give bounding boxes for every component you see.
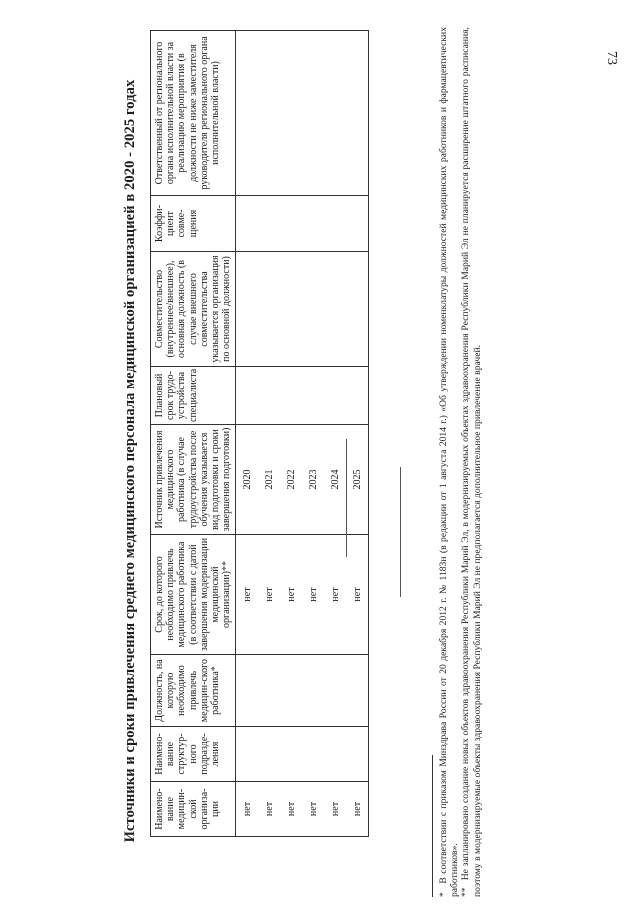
cell-year: 2022	[280, 425, 302, 535]
cell-empty	[324, 196, 346, 252]
cell-unit	[280, 727, 302, 782]
separator-line	[346, 439, 347, 557]
cell-position	[236, 655, 259, 727]
cell-position	[346, 655, 369, 727]
cell-empty	[346, 31, 369, 196]
cell-year: 2023	[302, 425, 324, 535]
footnote-mark: **	[460, 887, 472, 897]
header-planned-term: Плановый срок трудо-устройства специалиста	[151, 367, 236, 425]
footnote-text: Не запланировано создание новых объектов здравоохранения Республики Марий Эл, в модернизируемых объектах здравоохранения Республики Марий Эл не планируется расширение штатного расписания, поэтому в модернизируемые объекты здравоохранения Республики Марий Эл не предполагается дополнительное привлечение врачей.	[460, 27, 483, 897]
cell-empty	[236, 196, 259, 252]
cell-empty	[258, 367, 280, 425]
table-row	[280, 31, 302, 837]
footnote-item	[438, 27, 460, 897]
cell-empty	[280, 252, 302, 367]
cell-year: 2024	[324, 425, 346, 535]
header-source: Источник привлечения медицинского работника (в случае трудоустройства после обучения указывается вид подготовки и сроки завершения подготовки)	[151, 425, 236, 535]
cell-year: 2025	[346, 425, 369, 535]
cell-org: нет	[324, 782, 346, 837]
cell-org: нет	[280, 782, 302, 837]
cell-empty	[258, 31, 280, 196]
cell-empty	[280, 31, 302, 196]
header-org-name: Наимено-вание медицин-ской организа-ции	[151, 782, 236, 837]
cell-empty	[302, 31, 324, 196]
table-row	[258, 31, 280, 837]
cell-empty	[236, 31, 259, 196]
header-combination: Совместительство (внутреннее/внешнее), основная должность (в случае внешнего совместительства указывается организация по основной должности)	[151, 252, 236, 367]
cell-deadline: нет	[236, 535, 259, 655]
cell-org: нет	[258, 782, 280, 837]
table-row	[324, 31, 346, 837]
table-row	[346, 31, 369, 837]
footnote-mark: *	[438, 892, 449, 897]
cell-deadline: нет	[280, 535, 302, 655]
table-header-row	[151, 31, 236, 837]
cell-position	[258, 655, 280, 727]
table-row	[302, 31, 324, 837]
cell-empty	[280, 367, 302, 425]
cell-empty	[236, 252, 259, 367]
cell-empty	[236, 367, 259, 425]
cell-unit	[302, 727, 324, 782]
cell-empty	[346, 196, 369, 252]
cell-empty	[258, 196, 280, 252]
header-position: Должность, на которую необходимо привлечь медицин-ского работника*	[151, 655, 236, 727]
footnote-rule	[432, 755, 433, 897]
cell-empty	[258, 252, 280, 367]
cell-org: нет	[346, 782, 369, 837]
cell-deadline: нет	[324, 535, 346, 655]
footnotes	[438, 27, 483, 897]
header-deadline: Срок, до которого необходимо привлечь медицинского работника (в соответствии с датой завершения модернизации медицинской организации)**	[151, 535, 236, 655]
cell-year: 2021	[258, 425, 280, 535]
cell-empty	[280, 196, 302, 252]
cell-empty	[302, 367, 324, 425]
cell-position	[324, 655, 346, 727]
footnote-item	[460, 27, 482, 897]
cell-empty	[302, 196, 324, 252]
cell-deadline: нет	[346, 535, 369, 655]
cell-empty	[324, 31, 346, 196]
cell-org: нет	[236, 782, 259, 837]
staffing-table	[150, 30, 369, 837]
table-row	[236, 31, 259, 837]
cell-empty	[346, 252, 369, 367]
cell-unit	[324, 727, 346, 782]
cell-empty	[346, 367, 369, 425]
cell-deadline: нет	[258, 535, 280, 655]
cell-deadline: нет	[302, 535, 324, 655]
cell-position	[302, 655, 324, 727]
page-number: 73	[604, 51, 619, 65]
cell-empty	[302, 252, 324, 367]
cell-year: 2020	[236, 425, 259, 535]
cell-unit	[346, 727, 369, 782]
rotated-page-content	[110, 25, 558, 897]
cell-empty	[324, 367, 346, 425]
cell-unit	[258, 727, 280, 782]
cell-position	[280, 655, 302, 727]
cell-empty	[324, 252, 346, 367]
header-unit-name: Наимено-вание структур-ного подразде-ления	[151, 727, 236, 782]
cell-unit	[236, 727, 259, 782]
header-coefficient: Коэффи-циент совме-щения	[151, 196, 236, 252]
document-title: Источники и сроки привлечения среднего медицинского персонала медицинской организацией в 2020 - 2025 годах	[122, 79, 138, 843]
separator-line	[400, 467, 401, 597]
footnote-text: В соответствии с приказом Минздрава России от 20 декабря 2012 г. № 1183н (в редакции от 1 августа 2014 г.) «Об утверждении номенклатуры должностей медицинских работников и фармацевтических работников».	[438, 27, 461, 897]
header-responsible: Ответственный от регионального органа исполнительной власти за реализацию мероприятия (в должности не ниже заместителя руководителя регионального органа исполнительной власти)	[151, 31, 236, 196]
cell-org: нет	[302, 782, 324, 837]
